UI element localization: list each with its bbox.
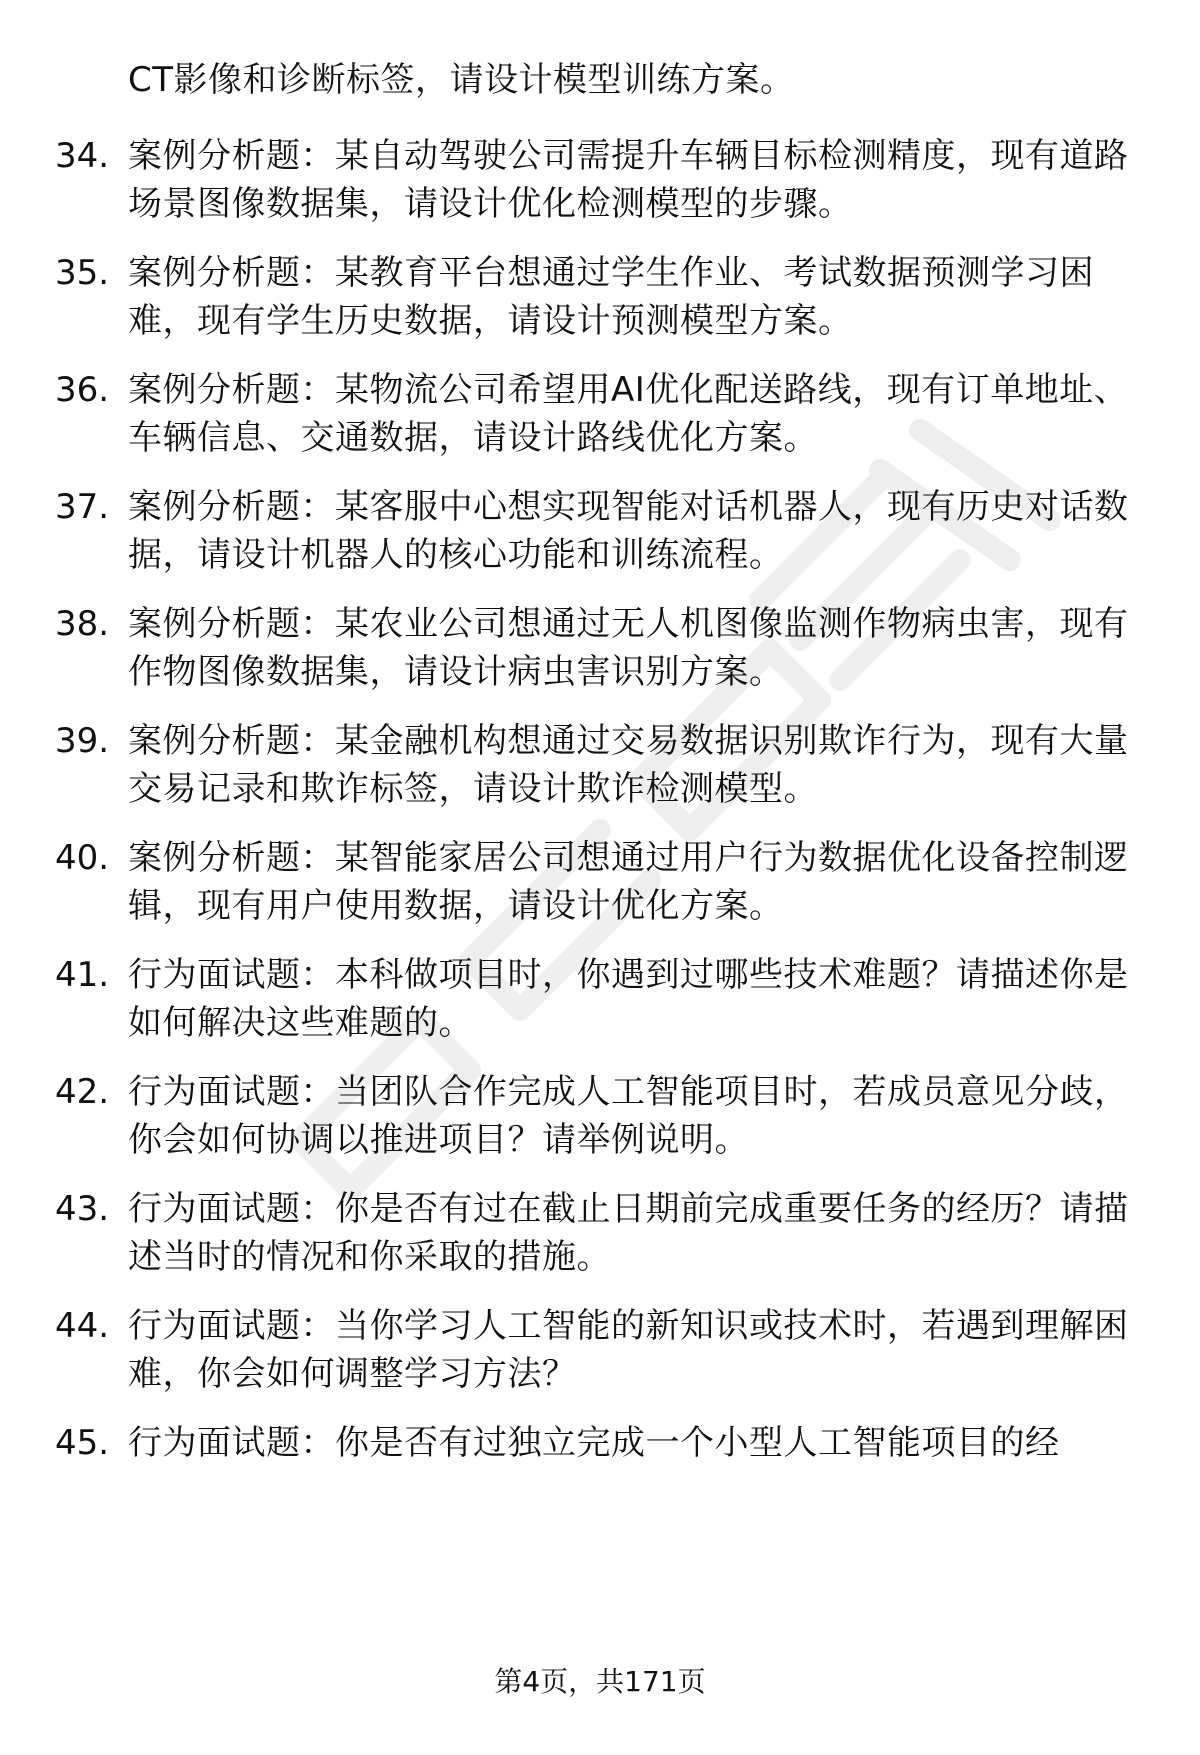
item-text: 案例分析题：某教育平台想通过学生作业、考试数据预测学习困难，现有学生历史数据，请设计预测模型方案。 <box>128 253 1094 341</box>
item-text: 案例分析题：某客服中心想实现智能对话机器人，现有历史对话数据，请设计机器人的核心功能和训练流程。 <box>128 487 1129 575</box>
item-number: 44. <box>55 1306 110 1346</box>
item-text: 案例分析题：某自动驾驶公司需提升车辆目标检测精度，现有道路场景图像数据集，请设计优化检测模型的步骤。 <box>128 136 1129 224</box>
item-text: 行为面试题：当你学习人工智能的新知识或技术时，若遇到理解困难，你会如何调整学习方法？ <box>128 1306 1129 1394</box>
item-text: 行为面试题：你是否有过在截止日期前完成重要任务的经历？请描述当时的情况和你采取的措施。 <box>128 1189 1129 1277</box>
item-text: 行为面试题：当团队合作完成人工智能项目时，若成员意见分歧，你会如何协调以推进项目？请举例说明。 <box>128 1072 1129 1160</box>
item-text: 案例分析题：某农业公司想通过无人机图像监测作物病虫害，现有作物图像数据集，请设计病虫害识别方案。 <box>128 604 1129 692</box>
item-number: 40. <box>55 838 110 878</box>
item-number: 43. <box>55 1189 110 1229</box>
item-text: 案例分析题：某智能家居公司想通过用户行为数据优化设备控制逻辑，现有用户使用数据，请设计优化方案。 <box>128 838 1129 926</box>
page-number-footer: 第4页，共171页 <box>494 1665 706 1698</box>
item-text: 案例分析题：某物流公司希望用AI优化配送路线，现有订单地址、车辆信息、交通数据，请设计路线优化方案。 <box>128 370 1129 458</box>
item-text: 案例分析题：某金融机构想通过交易数据识别欺诈行为，现有大量交易记录和欺诈标签，请设计欺诈检测模型。 <box>128 721 1129 809</box>
item-number: 34. <box>55 136 110 176</box>
item-number: 36. <box>55 370 110 410</box>
item-number: 35. <box>55 253 110 293</box>
item-number: 41. <box>55 955 110 995</box>
item-number: 39. <box>55 721 110 761</box>
item-number: 42. <box>55 1072 110 1112</box>
item-number: 38. <box>55 604 110 644</box>
item-text: 行为面试题：你是否有过独立完成一个小型人工智能项目的经 <box>128 1423 1060 1463</box>
item-text: 行为面试题：本科做项目时，你遇到过哪些技术难题？请描述你是如何解决这些难题的。 <box>128 955 1129 1043</box>
item-number: 37. <box>55 487 110 527</box>
continuation-text: CT影像和诊断标签，请设计模型训练方案。 <box>128 60 795 100</box>
item-number: 45. <box>55 1423 110 1463</box>
